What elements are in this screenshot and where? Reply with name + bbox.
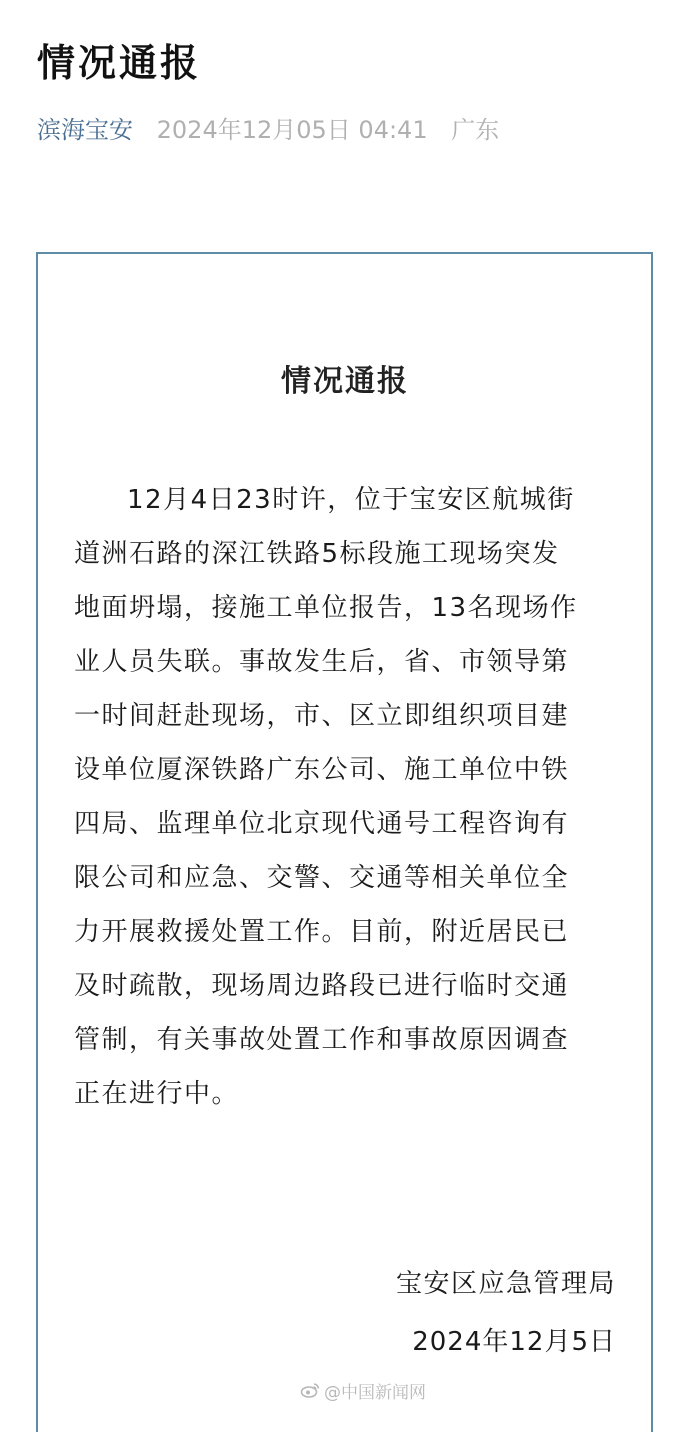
signature-date: 2024年12月5日: [412, 1327, 616, 1357]
notice-body-line: 管制，有关事故处置工作和事故原因调查: [74, 1025, 570, 1055]
author-link[interactable]: 滨海宝安: [37, 116, 133, 144]
page-title: 情况通报: [37, 41, 202, 85]
notice-heading: 情况通报: [281, 364, 409, 399]
notice-body-line: 正在进行中。: [74, 1079, 240, 1109]
publish-location: 广东: [451, 116, 500, 144]
notice-body: [74, 473, 621, 1121]
article-meta: [37, 112, 499, 148]
notice-body-line: 限公司和应急、交警、交通等相关单位全: [74, 863, 570, 893]
watermark-text: @中国新闻网: [324, 1383, 426, 1403]
notice-body-line: 业人员失联。事故发生后，省、市领导第: [74, 647, 570, 677]
weibo-logo-icon: [300, 1380, 320, 1406]
notice-body-line: 四局、监理单位北京现代通号工程咨询有: [74, 809, 570, 839]
publish-datetime: 2024年12月05日 04:41: [156, 116, 428, 144]
notice-body-line: 一时间赶赴现场，市、区立即组织项目建: [74, 701, 570, 731]
watermark: [300, 1380, 426, 1406]
signature-organization: 宝安区应急管理局: [395, 1269, 616, 1299]
notice-body-line: 设单位厦深铁路广东公司、施工单位中铁: [74, 755, 570, 785]
notice-body-line: 12月4日23时许，位于宝安区航城街: [127, 485, 575, 515]
notice-body-line: 及时疏散，现场周边路段已进行临时交通: [74, 971, 570, 1001]
notice-body-line: 道洲石路的深江铁路5标段施工现场突发: [74, 539, 560, 569]
notice-body-line: 力开展救援处置工作。目前，附近居民已: [74, 917, 570, 947]
notice-body-line: 地面坍塌，接施工单位报告，13名现场作: [74, 593, 578, 623]
